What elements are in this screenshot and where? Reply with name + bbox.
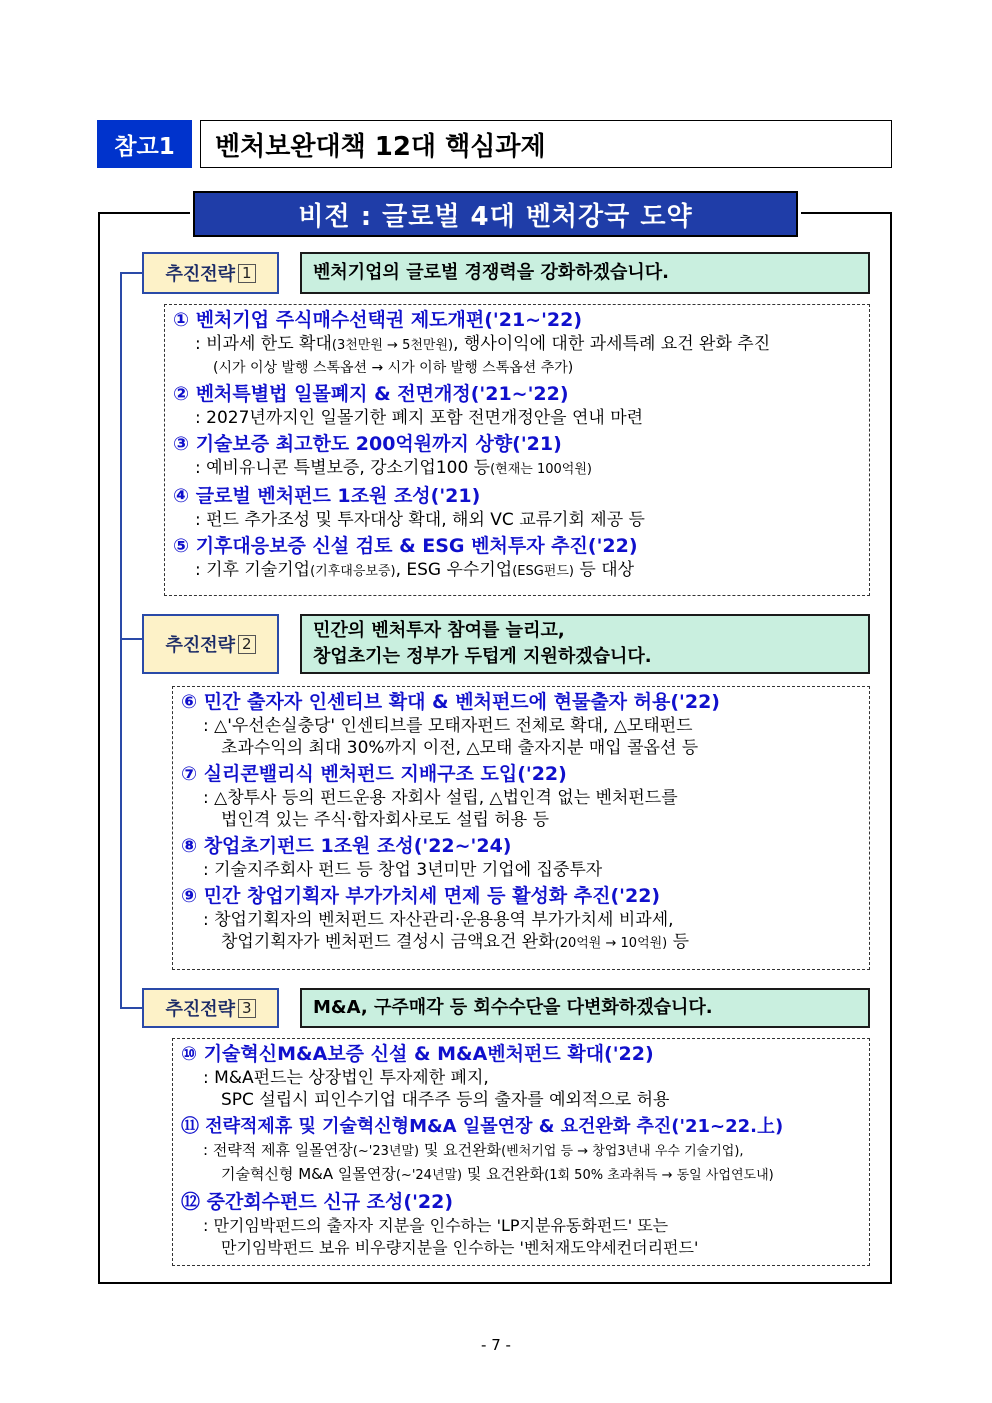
strategy-tag-2 [142,614,279,674]
page-title: 벤처보완대책 12대 핵심과제 [200,120,892,168]
task-list-1 [164,304,870,596]
list-item [181,1042,869,1111]
list-item [173,432,869,481]
list-item [181,884,869,955]
list-item [173,308,869,379]
strategy-tag-label: 추진전략 [165,999,235,1020]
strategy-goal-2 [300,614,870,674]
task-title: ② 벤처특별법 일몰폐지 & 전면개정('21~'22) [173,383,569,405]
strategy-tag-label: 추진전략 [165,264,235,285]
task-description: : △'우선손실충당' 인센티브를 모태자펀드 전체로 확대, △모태펀드 [203,716,693,736]
task-description-cont: SPC 설립시 피인수기업 대주주 등의 출자를 예외적으로 허용 [221,1090,670,1110]
task-description-cont: 초과수익의 최대 30%까지 이전, △모태 출자지분 매입 콜옵션 등 [221,738,699,758]
task-description-cont: 법인격 있는 주식·합자회사로도 설립 허용 등 [221,810,550,830]
task-title: ⑩ 기술혁신M&A보증 신설 & M&A벤처펀드 확대('22) [181,1043,654,1065]
task-description: : 2027년까지인 일몰기한 폐지 포함 전면개정안을 연내 마련 [195,408,644,428]
task-description-cont: 만기임박펀드 보유 비우량지분을 인수하는 '벤처재도약세컨더리펀드' [221,1238,699,1257]
task-title: ⑦ 실리콘밸리식 벤처펀드 지배구조 도입('22) [181,763,567,785]
task-description: : 전략적 제휴 일몰연장(~'23년말) 및 요건완화(벤처기업 등 → 창업3년내 우수 기술기업), [203,1141,744,1159]
task-title: ⑫ 중간회수펀드 신규 조성('22) [181,1191,454,1213]
strategy-goal-line: 벤처기업의 글로벌 경쟁력을 강화하겠습니다. [313,262,670,283]
task-description: : △창투사 등의 펀드운용 자회사 설립, △법인격 없는 벤처펀드를 [203,788,678,808]
list-item [181,1114,869,1187]
task-title: ⑪ 전략적제휴 및 기술혁신형M&A 일몰연장 & 요건완화 추진('21~22.上) [181,1116,784,1137]
strategy-goal-3 [300,988,870,1028]
tree-branch-2 [120,638,144,640]
task-title: ⑨ 민간 창업기획자 부가가치세 면제 등 활성화 추진('22) [181,885,661,907]
task-description: : 펀드 추가조성 및 투자대상 확대, 해외 VC 교류기회 제공 등 [195,510,645,530]
task-title: ⑧ 창업초기펀드 1조원 조성('22~'24) [181,835,512,857]
list-item [181,1190,869,1259]
task-description-cont: 기술혁신형 M&A 일몰연장(~'24년말) 및 요건완화(1회 50% 초과취득 → 동일 사업연도내) [221,1165,774,1183]
task-description: : 예비유니콘 특별보증, 강소기업100 등(현재는 100억원) [195,458,592,478]
list-item [181,834,869,881]
strategy-goal-line: 민간의 벤처투자 참여를 늘리고, [313,620,565,641]
list-item [181,762,869,831]
task-description: : M&A펀드는 상장법인 투자제한 폐지, [203,1068,489,1088]
task-description: : 기술지주회사 펀드 등 창업 3년미만 기업에 집중투자 [203,860,603,880]
tree-branch-3 [120,1007,144,1009]
vision-banner: 비전 : 글로벌 4대 벤처강국 도약 [193,191,798,237]
strategy-goal-line: 창업초기는 정부가 두텁게 지원하겠습니다. [313,646,652,667]
task-title: ① 벤처기업 주식매수선택권 제도개편('21~'22) [173,309,583,331]
list-item [173,484,869,531]
task-title: ⑥ 민간 출자자 인센티브 확대 & 벤처펀드에 현물출자 허용('22) [181,691,720,713]
task-title: ④ 글로벌 벤처펀드 1조원 조성('21) [173,485,481,507]
strategy-number: 2 [238,635,256,654]
task-title: ⑤ 기후대응보증 신설 검토 & ESG 벤처투자 추진('22) [173,535,638,557]
list-item [173,382,869,429]
task-description: : 기후 기술기업(기후대응보증), ESG 우수기업(ESG펀드) 등 대상 [195,560,635,580]
tree-connector [120,272,122,1008]
reference-badge: 참고1 [97,120,192,168]
task-list-3 [172,1038,870,1266]
task-title: ③ 기술보증 최고한도 200억원까지 상향('21) [173,433,562,455]
tree-branch-1 [120,272,144,274]
strategy-tag-1 [142,252,279,294]
task-description-cont: 창업기획자가 벤처펀드 결성시 금액요건 완화(20억원 → 10억원) 등 [221,932,690,952]
strategy-tag-3 [142,988,279,1028]
task-description: : 비과세 한도 확대(3천만원 → 5천만원), 행사이익에 대한 과세특례 요건 완화 추진 [195,334,771,354]
task-description: : 만기임박펀드의 출자자 지분을 인수하는 'LP지분유동화펀드' 또는 [203,1216,669,1235]
task-description: : 창업기획자의 벤처펀드 자산관리·운용용역 부가가치세 비과세, [203,910,674,930]
page-number: - 7 - [481,1336,511,1354]
list-item [173,534,869,583]
task-description-note: (시가 이상 발행 스톡옵션 → 시가 이하 발행 스톡옵션 추가) [213,360,574,376]
strategy-goal-1 [300,252,870,294]
strategy-goal-line: M&A, 구주매각 등 회수수단을 다변화하겠습니다. [313,997,713,1018]
strategy-number: 3 [238,999,256,1018]
list-item [181,690,869,759]
task-list-2 [172,686,870,970]
strategy-tag-label: 추진전략 [165,635,235,656]
strategy-number: 1 [238,264,256,283]
